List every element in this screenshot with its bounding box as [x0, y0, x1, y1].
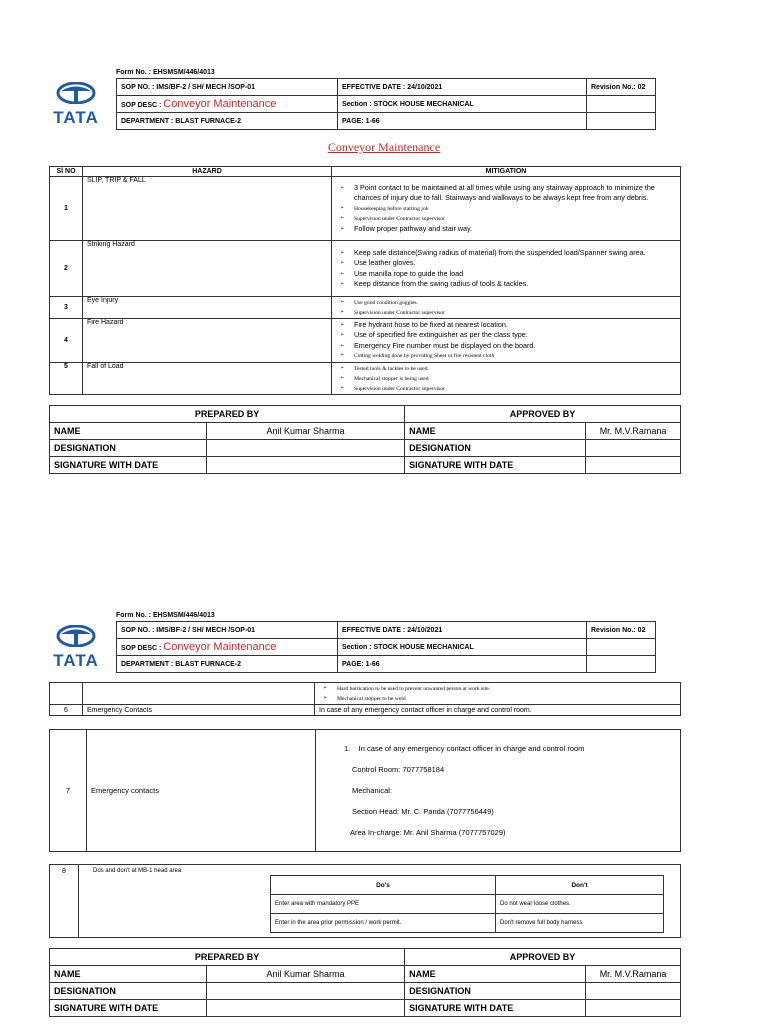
- emergency-contacts-table: [49, 729, 681, 852]
- empty-cell: [587, 639, 656, 656]
- mitigation-item: ➢ Hard barrication to be used to prevent unwanted person at work site.: [319, 684, 676, 694]
- mitigation-item: ➢ Use good condition goggles.: [336, 298, 676, 308]
- designation-label: DESIGNATION: [405, 983, 586, 1000]
- signature-label: SIGNATURE WITH DATE: [50, 457, 207, 474]
- hazard-name: Emergency contacts: [87, 730, 316, 852]
- hazard-name: Striking Hazard: [83, 241, 332, 297]
- mitigation-cell: [332, 363, 681, 395]
- mitigation-item: ➢ Supervision under Contractor supervisor: [336, 308, 676, 318]
- mitigation-item: ➢ Mechanical stopper is being used: [336, 374, 676, 384]
- emergency-contact-details: [316, 730, 681, 852]
- empty-cell: [586, 1000, 681, 1017]
- area-incharge-contact: Area In-charge: Mr. Anil Sharma (7077757029): [350, 828, 506, 837]
- empty-cell: [83, 683, 315, 705]
- name-label: NAME: [405, 966, 586, 983]
- table-row: [50, 363, 681, 395]
- tata-logo: [46, 625, 106, 675]
- dont-item: Do not wear loose clothes.: [496, 895, 664, 914]
- sop-number: SOP NO. : IMS/BF-2 / SH/ MECH /SOP-01: [117, 79, 338, 96]
- approved-name: Mr. M.V.Ramana: [586, 423, 681, 440]
- sop-header-table: [116, 621, 656, 673]
- department: DEPARTMENT : BLAST FURNACE-2: [117, 656, 338, 673]
- hazard-table: [49, 166, 681, 395]
- sop-desc-label: SOP DESC :: [121, 645, 162, 652]
- approved-by-heading: APPROVED BY: [405, 949, 681, 966]
- mitigation-item: ➢ Housekeeping before starting job: [336, 204, 676, 214]
- name-label: NAME: [50, 423, 207, 440]
- mitigation-item: ➢ Keep safe distance(Swing radius of material) from the suspended load/Spanner swing area.: [336, 248, 676, 259]
- signoff-table: [49, 948, 681, 1017]
- revision-number: Revision No.: 02: [587, 622, 656, 639]
- row-number: 4: [50, 319, 83, 363]
- effective-date: EFFECTIVE DATE : 24/10/2021: [338, 79, 587, 96]
- sop-desc-label: SOP DESC :: [121, 102, 162, 109]
- row-number: 8: [62, 868, 66, 875]
- sop-description: [117, 639, 338, 656]
- mitigation-cell: [332, 297, 681, 319]
- table-row: [50, 705, 681, 716]
- designation-label: DESIGNATION: [405, 440, 586, 457]
- col-header-sl: Sl NO: [50, 167, 83, 177]
- mitigation-item: ➢ Cutting welding done by providing Sheet or fire resistent cloth: [336, 351, 676, 361]
- signature-label: SIGNATURE WITH DATE: [50, 1000, 207, 1017]
- hazard-name: Fall of Load: [83, 363, 332, 395]
- form-number: Form No. : EHSMSM/446/4013: [116, 612, 215, 619]
- prepared-by-heading: PREPARED BY: [50, 406, 405, 423]
- mitigation-cell: [332, 177, 681, 241]
- empty-cell: [207, 440, 405, 457]
- empty-cell: [586, 440, 681, 457]
- section-head-contact: Section Head: Mr. C. Panda (7077756449): [352, 807, 494, 816]
- hazard-name: Emergency Contacts: [83, 705, 315, 716]
- do-item: Enter area with mandatory PPE: [271, 895, 496, 914]
- mitigation-cell: [332, 241, 681, 297]
- empty-cell: [587, 96, 656, 113]
- mitigation-cell: [332, 319, 681, 363]
- hazard-name: Fire Hazard: [83, 319, 332, 363]
- page-number: PAGE: 1-66: [338, 113, 587, 130]
- designation-label: DESIGNATION: [50, 983, 207, 1000]
- revision-number: Revision No.: 02: [587, 79, 656, 96]
- col-header-hazard: HAZARD: [83, 167, 332, 177]
- mitigation-item: ➢ Fire hydrant hose to be fixed at nearest location.: [336, 320, 676, 331]
- table-row: [50, 319, 681, 363]
- mitigation-item: ➢ Supervision under Contractor supervisor: [336, 214, 676, 224]
- table-row: [271, 895, 664, 914]
- row-number: 6: [50, 705, 83, 716]
- empty-cell: [207, 983, 405, 1000]
- table-row: [50, 297, 681, 319]
- row-number: 7: [50, 730, 87, 852]
- mitigation-item: ➢ Use of specified fire extinguisher as per the class type.: [336, 330, 676, 341]
- hazard-name: SLIP, TRIP & FALL: [83, 177, 332, 241]
- dont-item: Don't remove full body harness: [496, 914, 664, 933]
- mitigation-item: ➢ 3 Point contact to be maintained at all times while using any stairway approach to minimize the chances of injury due to fall. Stairways and walkways to be always kept free from any debris.: [336, 183, 676, 204]
- section: Section : STOCK HOUSE MECHANICAL: [338, 639, 587, 656]
- contact-line: In case of any emergency contact officer in charge and control room: [358, 744, 585, 753]
- form-number: Form No. : EHSMSM/446/4013: [116, 69, 215, 76]
- page-number: PAGE: 1-66: [338, 656, 587, 673]
- signature-label: SIGNATURE WITH DATE: [405, 457, 586, 474]
- mechanical-label: Mechanical:: [352, 786, 393, 795]
- table-row: [50, 241, 681, 297]
- row-number: 2: [50, 241, 83, 297]
- donts-header: Don't: [496, 876, 664, 895]
- tata-emblem-icon: [56, 625, 96, 647]
- table-row: [50, 177, 681, 241]
- empty-cell: [50, 683, 83, 705]
- prepared-name: Anil Kumar Sharma: [207, 966, 405, 983]
- prepared-name: Anil Kumar Sharma: [207, 423, 405, 440]
- dos-donts-table: [270, 875, 664, 933]
- hazard-table-continued: [49, 682, 681, 716]
- empty-cell: [587, 113, 656, 130]
- empty-cell: [586, 457, 681, 474]
- list-number: 1.: [344, 744, 351, 753]
- hazard-name: Eye Injury: [83, 297, 332, 319]
- name-label: NAME: [405, 423, 586, 440]
- name-label: NAME: [50, 966, 207, 983]
- row-number: 3: [50, 297, 83, 319]
- sop-desc-value: Conveyor Maintenance: [163, 98, 277, 110]
- department: DEPARTMENT : BLAST FURNACE-2: [117, 113, 338, 130]
- effective-date: EFFECTIVE DATE : 24/10/2021: [338, 622, 587, 639]
- control-room-number: Control Room: 7077758184: [352, 765, 445, 774]
- row-number: 5: [50, 363, 83, 395]
- empty-cell: [586, 983, 681, 1000]
- tata-wordmark: TATA: [53, 108, 99, 127]
- mitigation-item: ➢ Follow proper pathway and stair way.: [336, 224, 676, 235]
- empty-cell: [207, 1000, 405, 1017]
- signoff-table: [49, 405, 681, 474]
- sop-header-table: [116, 78, 656, 130]
- col-header-mitigation: MITIGATION: [332, 167, 681, 177]
- sop-number: SOP NO. : IMS/BF-2 / SH/ MECH /SOP-01: [117, 622, 338, 639]
- dos-donts-title: Dos and don't at MB-1 head area: [93, 868, 182, 874]
- tata-emblem-icon: [56, 82, 96, 104]
- empty-cell: [587, 656, 656, 673]
- table-row: [50, 683, 681, 705]
- mitigation-item: ➢ Emergency Fire number must be displayed on the board.: [336, 341, 676, 352]
- tata-wordmark: TATA: [53, 651, 99, 670]
- empty-cell: [207, 457, 405, 474]
- prepared-by-heading: PREPARED BY: [50, 949, 405, 966]
- mitigation-cell: [315, 683, 681, 705]
- sop-description: [117, 96, 338, 113]
- table-row: [271, 914, 664, 933]
- mitigation-item: ➢ Supervision under Contractor supervisor: [336, 384, 676, 394]
- dos-donts-row: [49, 864, 681, 938]
- sop-desc-value: Conveyor Maintenance: [163, 641, 277, 653]
- row-number: 1: [50, 177, 83, 241]
- mitigation-text: In case of any emergency contact officer in charge and control room.: [315, 705, 681, 716]
- tata-logo: [46, 82, 106, 132]
- approved-by-heading: APPROVED BY: [405, 406, 681, 423]
- dos-header: Do's: [271, 876, 496, 895]
- mitigation-item: ➢ Use leather gloves.: [336, 258, 676, 269]
- mitigation-item: ➢ Mechanical stopper to be weld: [319, 694, 676, 704]
- mitigation-item: ➢ Use manilla rope to guide the load: [336, 269, 676, 280]
- mitigation-item: ➢ Keep distance from the swing radius of tools & tackles.: [336, 279, 676, 290]
- section: Section : STOCK HOUSE MECHANICAL: [338, 96, 587, 113]
- signature-label: SIGNATURE WITH DATE: [405, 1000, 586, 1017]
- divider: [78, 865, 79, 937]
- table-row: [50, 730, 681, 852]
- designation-label: DESIGNATION: [50, 440, 207, 457]
- approved-name: Mr. M.V.Ramana: [586, 966, 681, 983]
- document-title: Conveyor Maintenance: [327, 140, 441, 154]
- do-item: Enter in the area prior permission / work permit.: [271, 914, 496, 933]
- mitigation-item: ➢ Tested tools & tackles to be used.: [336, 364, 676, 374]
